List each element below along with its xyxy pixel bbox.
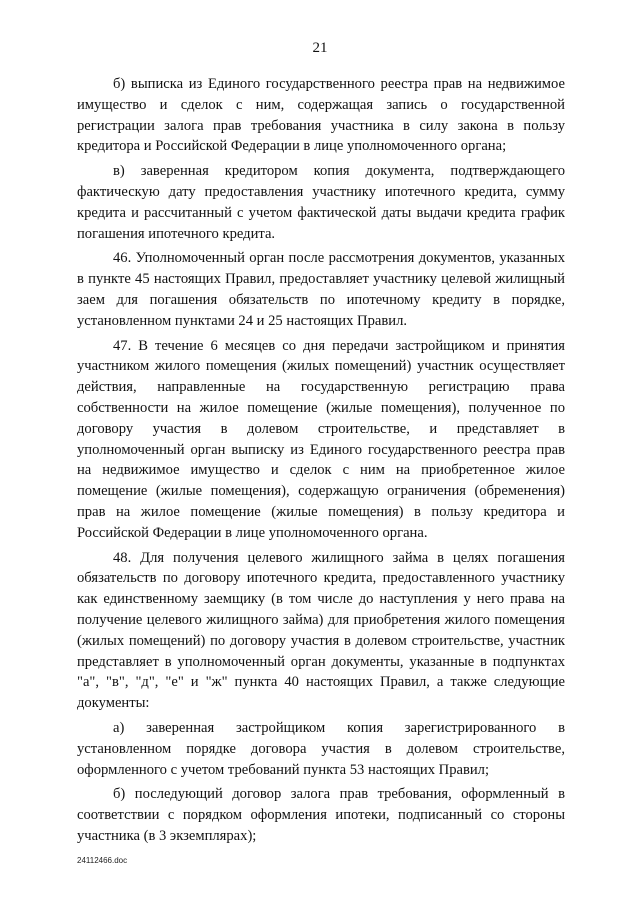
paragraph-48-a: а) заверенная застройщиком копия зарегистрированного в установленном порядке договора участия в долевом строительстве, оформленного с учетом требований пункта 53 настоящих Правил; xyxy=(77,719,565,778)
paragraph-b-extract: б) выписка из Единого государственного реестра прав на недвижимое имущество и сделок с ним, содержащая запись о государственной регистрации залога прав требования участника в силу закона в пользу кредитора и Российской Федерации в лице уполномоченного органа; xyxy=(77,76,565,155)
paragraph-46: 46. Уполномоченный орган после рассмотрения документов, указанных в пункте 45 настоящих Правил, предоставляет участнику целевой жилищный заем для погашения обязательств по ипотечному кредиту в порядке, установленном пунктами 24 и 25 настоящих Правил. xyxy=(77,250,565,329)
page-number: 21 xyxy=(312,40,328,56)
paragraph-v-copy: в) заверенная кредитором копия документа, подтверждающего фактическую дату предоставления участнику ипотечного кредита, сумму кредита и рассчитанный с учетом фактической даты выдачи кредита график погашения ипотечного кредита. xyxy=(77,163,565,242)
paragraph-48: 48. Для получения целевого жилищного займа в целях погашения обязательств по договору ипотечного кредита, предоставленного участнику как единственному заемщику (в том числе до наступления у него права на получение целевого жилищного займа) для приобретения жилого помещения (жилых помещений) по договору участия в долевом строительстве, участник представляет в уполномоченный орган документы, указанные в подпунктах "а", "в", "д", "е" и "ж" пункта 40 настоящих Правил, а также следующие документы: xyxy=(77,549,565,712)
paragraph-48-b: б) последующий договор залога прав требования, оформленный в соответствии с порядком оформления ипотеки, подписанный со стороны участника (в 3 экземплярах); xyxy=(77,786,565,844)
footer-filename: 24112466.doc xyxy=(77,856,128,865)
paragraph-47: 47. В течение 6 месяцев со дня передачи застройщиком и принятия участником жилого помещения (жилых помещений) участник осуществляет действия, направленные на государственную регистрацию права собственности на жилое помещение (жилые помещения), полученное по договору участия в долевом строительстве, и представляет в уполномоченный орган выписку из Единого государственного реестра прав на недвижимое имущество и сделок с ним на приобретенное жилое помещение (жилые помещения), содержащую ограничения (обременения) прав на жилое помещение (жилые помещения) в пользу кредитора и Российской Федерации в лице уполномоченного органа. xyxy=(77,337,565,541)
document-body xyxy=(77,74,565,847)
